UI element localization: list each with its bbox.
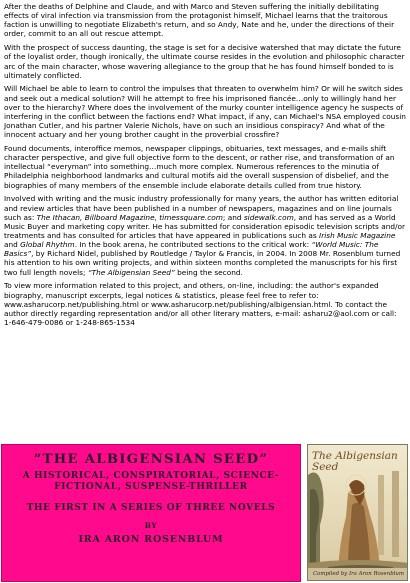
italic-run: Global Rhythm (20, 240, 75, 250)
paragraph (4, 281, 406, 327)
book-title: “THE ALBIGENSIAN SEED” (33, 452, 269, 467)
text-run: , and has served as a World Music Buyer and marketing copy writer. He has submitted for consideration episodic television scripts and/or treatments and has consulted for articles that have appeared in publications such as (4, 212, 406, 240)
synopsis-text (4, 2, 406, 327)
italic-run: Irish Music Magazine (319, 230, 396, 240)
text-run: , by Richard Nidel, published by Routledge / Taylor & Francis, in 2004. In 2008 Mr. Rosenblum turned his attention to his own writing projects, and within sixteen months completed the manuscripts for his first two full length novels; (4, 249, 401, 277)
paragraph (4, 43, 406, 80)
text-run: With the prospect of success daunting, the stage is set for a decisive watershed that may dictate the future of the loyalist order, though ironically, the ultimate course resides in the evolution and philosophic character arc of the main character, whose wavering allegiance to the group that he has found himself bonded to is ultimately conflicted. (4, 43, 405, 80)
paragraph (4, 2, 406, 39)
text-run: To view more information related to this project, and others, on-line, including: the author's expanded biography, manuscript excerpts, legal notices & statistics, please feel free to refer to: www.asharucorp.net/publishing.html or www.asharucorp.net/publishing/albigensian.html. To contact the author directly regarding representation and/or all other literary matters, e-mail: asharu2@aol.com or call: 1-646-479-0086 or 1-248-865-1534 (4, 281, 397, 327)
italic-run: “The Albigensian Seed” (87, 267, 175, 277)
text-run: being the second. (174, 267, 243, 277)
cover-title: The Albigensian Seed (312, 450, 398, 473)
series-note: THE FIRST IN A SERIES OF THREE NOVELS (26, 503, 276, 513)
italic-run: “World Music: The Basics” (4, 240, 379, 259)
author-name: IRA ARON ROSENBLUM (78, 534, 224, 545)
paragraph (4, 84, 406, 139)
book-cover-image (307, 444, 408, 581)
title-banner (1, 444, 301, 582)
by-label: BY (144, 521, 158, 530)
text-run: Found documents, interoffice memos, newspaper clippings, obituaries, text messages, and e-mails shift character perspective, and give full objective form to the descent, or rather rise, and transformation of an intellectual “everyman” into something…much more complex. Numerous references to the minutia of Philadelphia neighborhood landmarks and cultural motifs aid the overall suspension of disbelief, and the biographies of many members of the ensemble include elaborate details culled from true history. (4, 143, 395, 190)
text-run: After the deaths of Delphine and Claude, and with Marco and Steven suffering the initially debilitating effects of viral infection via transmission from the protagonist himself, Michael learns that the traitorous faction is unwilling to negotiate Elizabeth's return, and so Andy, Nate and he, under the directions of their order, commit to an all out rescue attempt. (4, 2, 395, 39)
italic-run: The Ithacan, Billboard Magazine, timessquare.com (36, 212, 223, 222)
paragraph (4, 194, 406, 276)
italic-run: sidewalk.com (243, 212, 294, 222)
cover-credit: Compiled by Ira Aron Rosenblum (313, 571, 404, 577)
text-run: Will Michael be able to learn to control the impulses that threaten to overwhelm him? Or will he switch sides and seek out a medical solution? Will he attempt to free his imprisoned fiancée…only to willingly hand her over to the hierarchy? Where does the involvement of the murky counter intelligence agency he suspects of interfering in the conflict between the factions end? What impact, if any, can Michael's NSA employed cousin Jonathan Cutler, and his partner Valerie Nichols, have on such an insidious conspiracy? And what of the innocent actuary and her young brother caught in the proverbial crossfire? (4, 84, 406, 140)
paragraph (4, 144, 406, 190)
book-subtitle: A HISTORICAL, CONSPIRATORIAL, SCIENCE-FICTIONAL, SUSPENSE-THRILLER (22, 471, 280, 492)
text-run: Involved with writing and the music industry professionally for many years, the author has written editorial and review articles that have been published in a number of newspapers, magazines and on line journals such as: (4, 194, 399, 222)
text-run: ; and (222, 212, 244, 222)
text-run: and (4, 240, 21, 250)
text-run: . In the book arena, he contributed sections to the critical work: (74, 240, 312, 250)
